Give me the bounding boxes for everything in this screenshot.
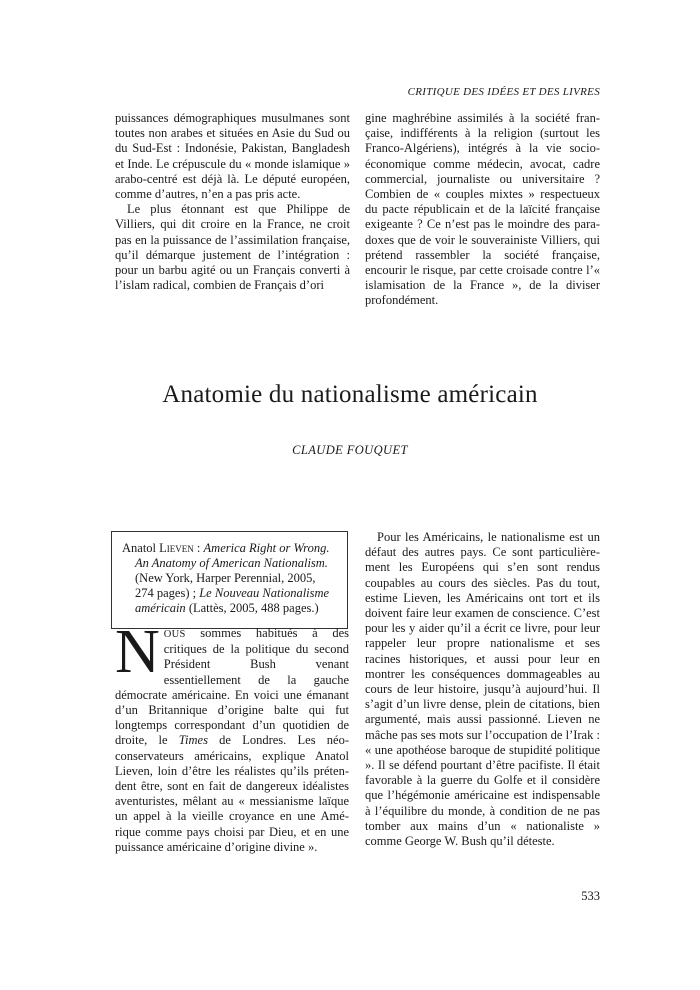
column-bottom-right: [365, 530, 600, 849]
book-author-last: Lieven: [159, 541, 194, 555]
book-author-first: Anatol: [122, 541, 160, 555]
paragraph-text: sommes habitués à des critiques de la politique du second Président Bush venant essentiellement de la gauche démocrate américaine. En voici une émanant d’un Britannique d’origine balte qui fut longtemps correspondant d’un quotidien de droite, le: [115, 626, 349, 748]
column-top-left: [115, 111, 350, 293]
drop-cap: N: [115, 618, 160, 686]
book-reference: [122, 541, 337, 616]
book-publication-english: (New York, Harper Perennial, 2005, 274 pages) ;: [135, 571, 316, 600]
paragraph: [115, 618, 349, 855]
running-head: CRITIQUE DES IDÉES ET DES LIVRES: [407, 86, 600, 98]
newspaper-name: Times: [178, 733, 208, 748]
separator: :: [193, 541, 204, 555]
column-top-right: [365, 111, 600, 309]
article-title: Anatomie du nationalisme américain: [162, 381, 538, 408]
book-reference-box: [111, 531, 348, 629]
book-title-french: Le Nouveau Nationalisme américain: [135, 586, 330, 615]
paragraph: puissances démographiques musulmanes sont toutes non arabes et situées en Asie du Sud ou du Sud-Est : Indonésie, Pakistan, Bangladesh et Inde. Le crépuscule du « monde islamique » arabo-centré est déjà là. Le député européen, comme d’autres, n’en a pas pris acte.: [115, 111, 350, 202]
paragraph: Le plus étonnant est que Philippe de Villiers, qui dit croire en la France, ne croit pas en la puissance de l’assimilation française, qu’il démarque justement de l’intégration : pour un barbu agité ou un Français converti à l’islam radical, combien de Français d’ori: [115, 202, 350, 293]
paragraph: gine maghrébine assimilés à la société française, indifférents à la religion (surtout les Franco-Algériens), intégrés à la vie socio-économique comme médecin, avocat, cadre commercial, journaliste ou universitaire ? Combien de « couples mixtes » respectueux du pacte républicain et de la laïcité française exigeante ? Ce n’est pas le moindre des paradoxes que de voir le souverainiste Villiers, qui prétend rassembler la société française, encourir le risque, par cette croisade contre l’« islamisation de la France », de la diviser profondément.: [365, 111, 600, 308]
paragraph: Pour les Américains, le nationalisme est un défaut des autres pays. Ce sont particulièrement les Européens qui s’en sont rendus coupables au cours des siècles. Pas du tout, estime Lieven, les Américains ont tort et ils doivent faire leur examen de conscience. C’est pour les y aider qu’il a écrit ce livre, pour leur rappeler leur propre nationalisme et ses racines historiques, et aussi pour leur en montrer les conséquences dommageables au cours de leur histoire, jusqu’à aujourd’hui. Il s’agit d’un livre dense, plein de citations, bien argumenté, mais aussi passionné. Lieven ne mâche pas ses mots sur l’occupation de l’Irak : « une apothéose baroque de stupidité politique ». Il se défend pourtant d’être pacifiste. Il était favorable à la guerre du Golfe et il considère que l’hégémonie américaine est indispensable à l’équilibre du monde, à condition de ne pas tomber aux mains d’un « nationaliste » comme George W. Bush qu’il déteste.: [365, 530, 600, 849]
article-author: CLAUDE FOUQUET: [292, 443, 408, 457]
page-number: 533: [581, 889, 600, 903]
book-publication-french: (Lattès, 2005, 488 pages.): [185, 601, 319, 615]
small-caps-lead: OUS: [163, 629, 186, 640]
book-title-english: America Right or Wrong. An Anatomy of American Nationalism.: [135, 541, 330, 570]
paragraph-text: de Londres. Les néo-conservateurs américains, explique Anatol Lieven, loin d’être les réalistes qu’ils prétendent être, sont en fait de dangereux idéalistes aventuristes, mêlant au « messianisme laïque un appel à la vieille croyance en une Amérique comme pays choisi par Dieu, et en une puissance américaine d’origine divine ».: [115, 733, 349, 854]
column-bottom-left: [115, 618, 349, 855]
